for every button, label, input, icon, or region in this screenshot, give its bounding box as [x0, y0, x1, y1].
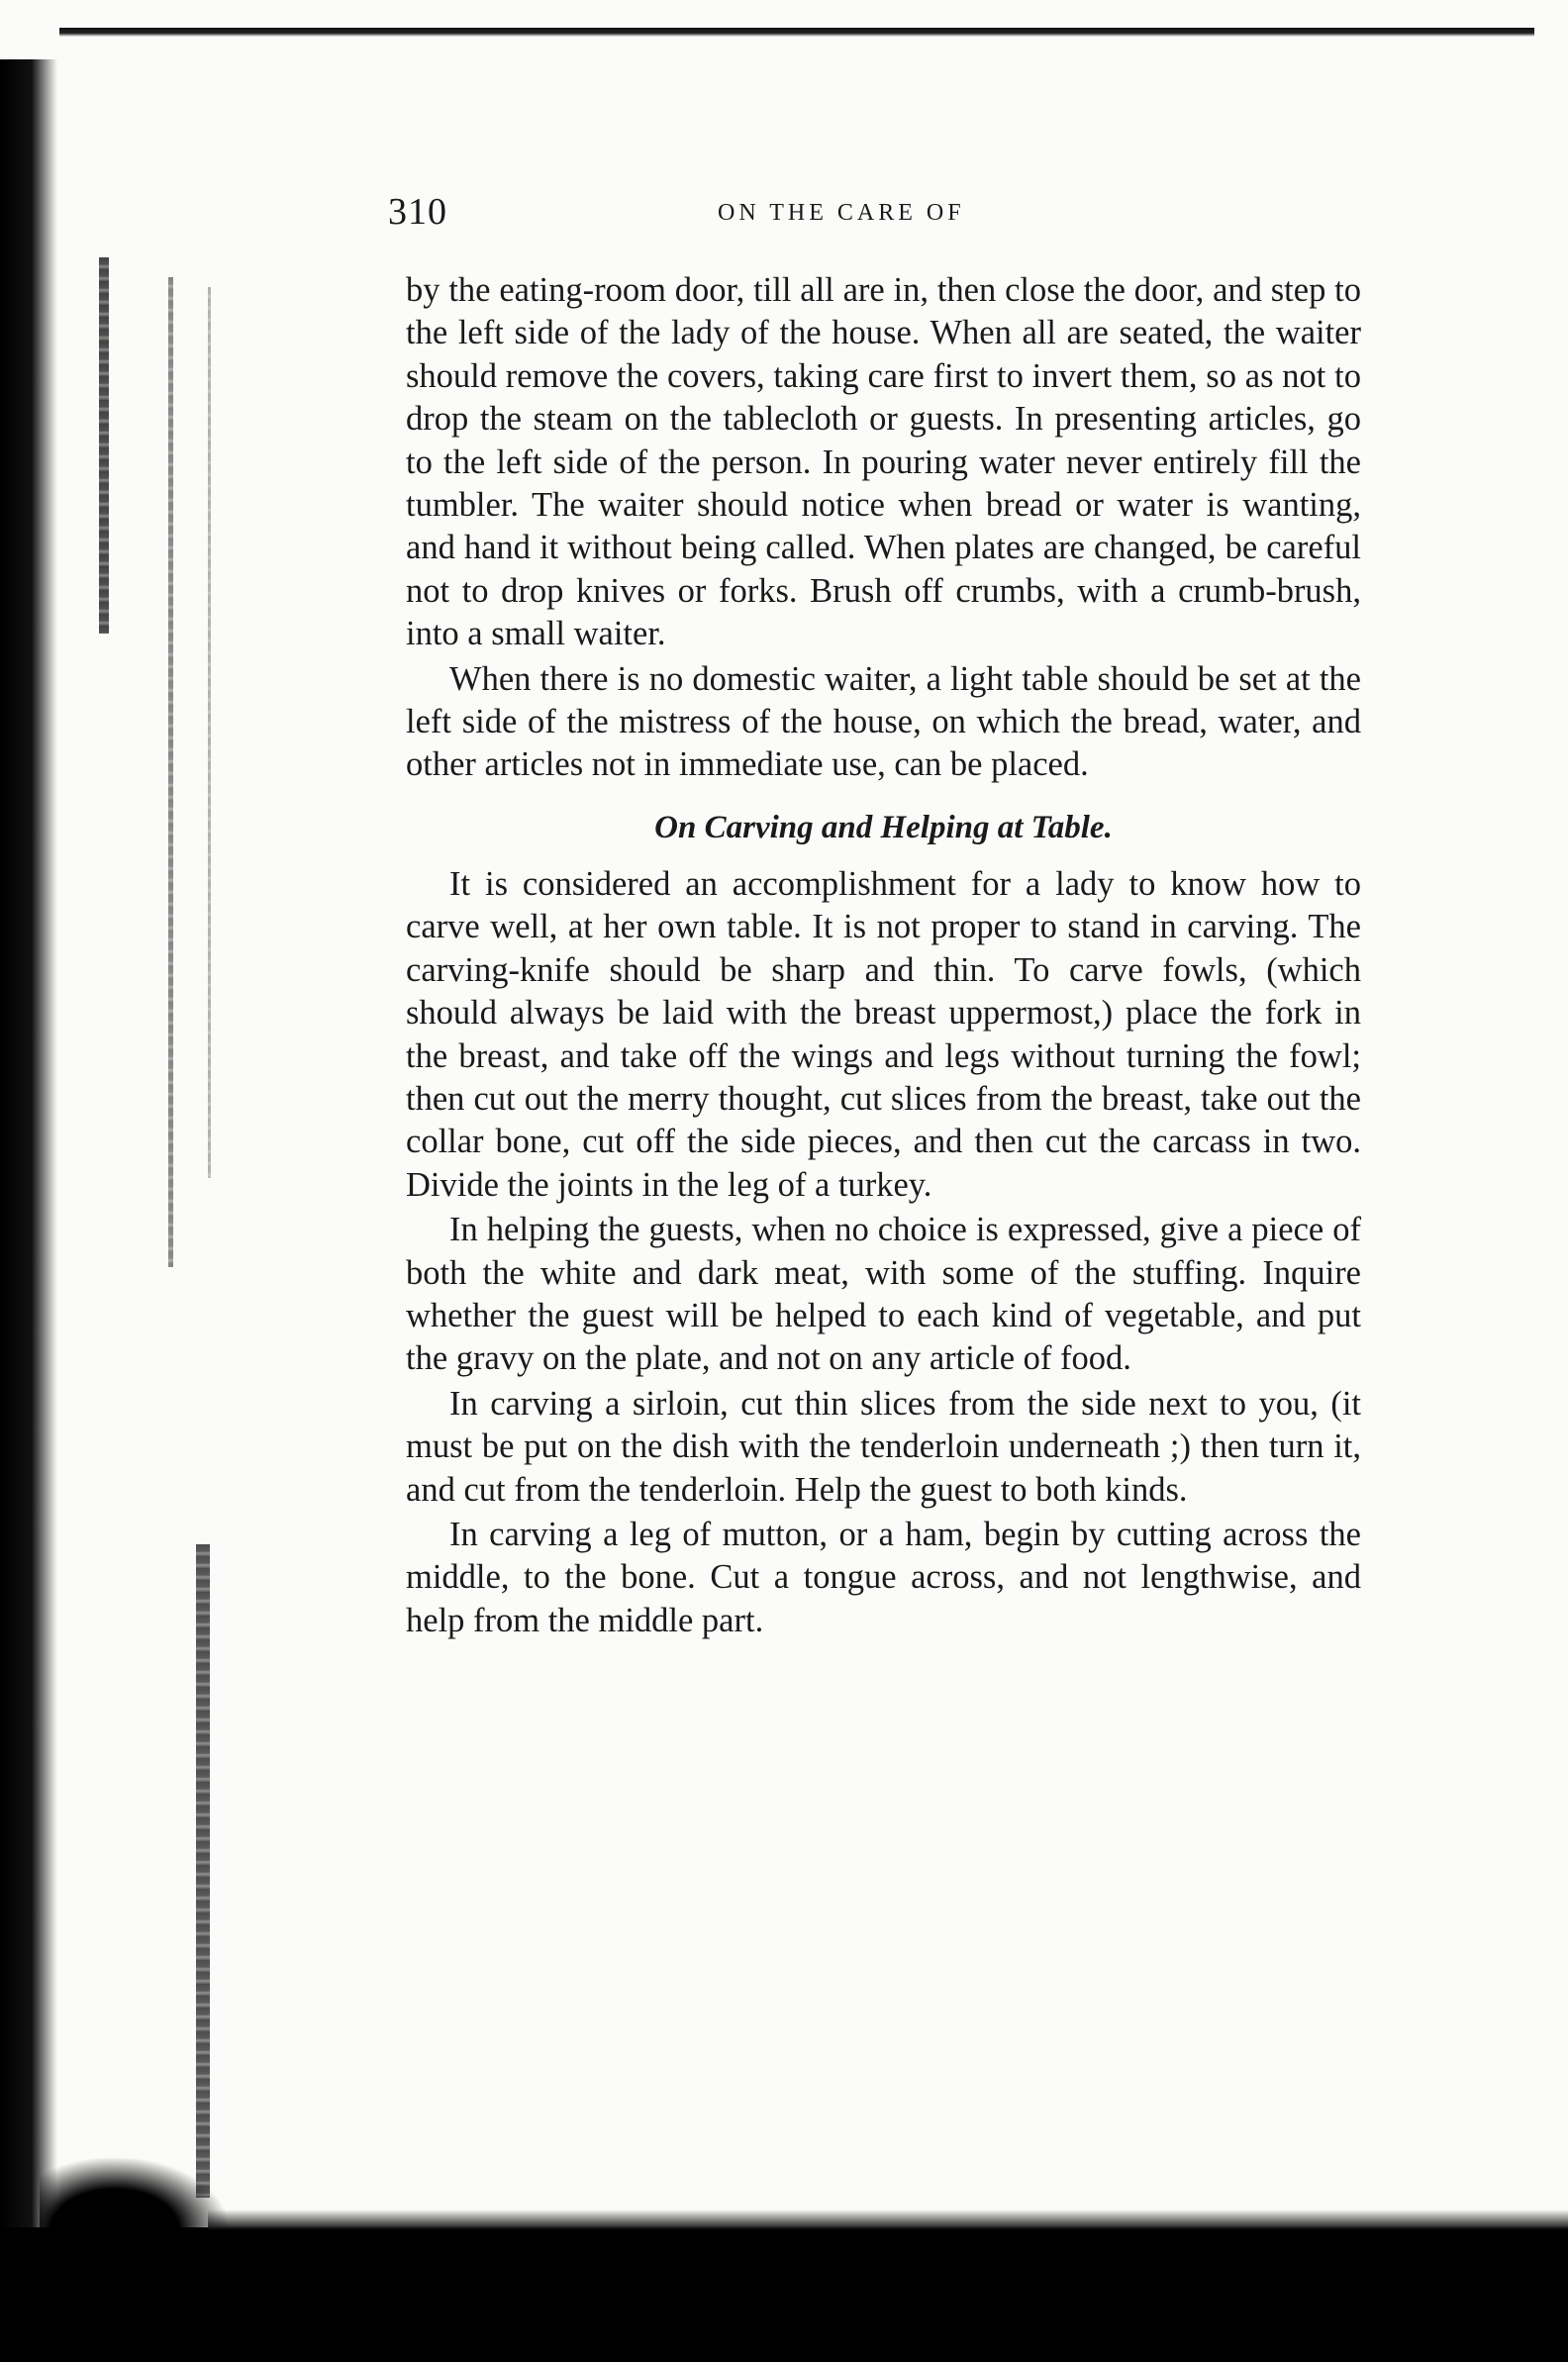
scan-bottom-edge	[0, 2227, 1568, 2362]
scan-streak	[99, 257, 109, 634]
section-heading: On Carving and Helping at Table.	[654, 809, 1113, 845]
scan-top-edge	[59, 28, 1534, 37]
paragraph: In carving a sirloin, cut thin slices from the side next to you, (it must be put on the dish with the tenderloin underneath ;) then turn it, and cut from the tenderloin. Help the guest to both kinds.	[406, 1384, 1361, 1509]
scan-corner-shadow	[40, 2158, 228, 2237]
paragraph: by the eating-room door, till all are in, then close the door, and step to the left side of the lady of the house. When all are seated, the waiter should remove the covers, taking care first to invert them, so as not to drop the steam on the tablecloth or guests. In presenting articles, go to the left side of the person. In pouring water never entirely fill the tumbler. The waiter should notice when bread or water is wanting, and hand it without being called. When plates are changed, be careful not to drop knives or forks. Brush off crumbs, with a crumb-brush, into a small waiter.	[406, 271, 1361, 653]
paragraph: When there is no domestic waiter, a light table should be set at the left side of the mistress of the house, on which the bread, water, and other articles not in immediate use, can be placed.	[406, 659, 1361, 784]
page-number: 310	[388, 191, 447, 233]
scan-streak	[168, 277, 173, 1267]
scan-streak	[208, 287, 211, 1178]
scan-streak	[196, 1544, 210, 2198]
paragraph: In helping the guests, when no choice is expressed, give a piece of both the white and dark meat, with some of the stuffing. Inquire whether the guest will be helped to each kind of vegetable, and put the gravy on the plate, and not on any article of food.	[406, 1211, 1361, 1378]
running-head	[388, 190, 1368, 240]
paragraph: In carving a leg of mutton, or a ham, begin by cutting across the middle, to the bone. Cut a tongue across, and not lengthwise, and help from the middle part.	[406, 1515, 1361, 1639]
body-text	[406, 269, 1361, 1642]
paragraph: It is considered an accomplishment for a lady to know how to carve well, at her own table. It is not proper to stand in carving. The carving-knife should be sharp and thin. To carve fowls, (which should always be laid with the breast uppermost,) place the fork in the breast, and take off the wings and legs without turning the fowl; then cut out the merry thought, cut slices from the breast, take out the collar bone, cut off the side pieces, and then cut the carcass in two. Divide the joints in the leg of a turkey.	[406, 864, 1361, 1204]
scan-binding-shadow	[0, 59, 57, 2267]
running-title: ON THE CARE OF	[718, 200, 965, 226]
